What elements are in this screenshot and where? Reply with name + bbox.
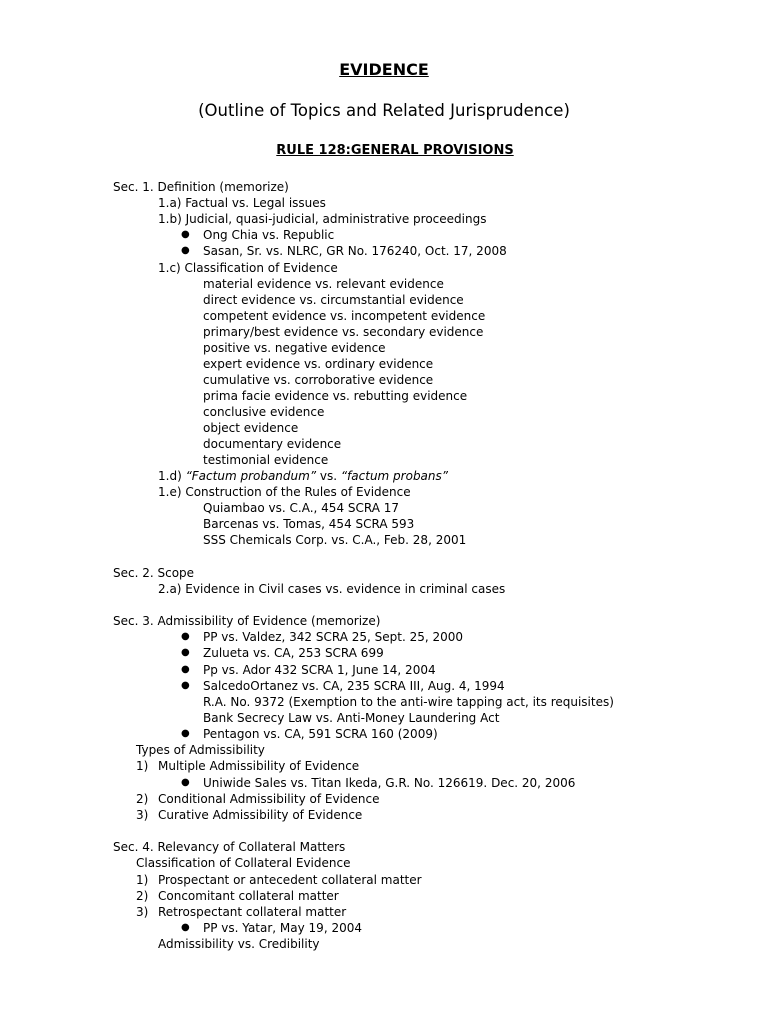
factum-probandum: “Factum probandum” (185, 469, 317, 483)
case-item: Pentagon vs. CA, 591 SCRA 160 (2009) (203, 727, 438, 741)
case-item: Zulueta vs. CA, 253 SCRA 699 (203, 646, 384, 660)
sec1-c: 1.c) Classification of Evidence (158, 261, 338, 275)
type-item: Curative Admissibility of Evidence (158, 808, 363, 822)
collateral-item: Retrospectant collateral matter (158, 905, 347, 919)
document-subtitle: (Outline of Topics and Related Jurisprudence) (198, 101, 570, 120)
bullet-icon: ● (181, 728, 190, 739)
document-title: EVIDENCE (339, 60, 429, 79)
classification-heading: Classification of Collateral Evidence (136, 856, 351, 870)
sec1-d: 1.d) “Factum probandum” vs. “factum probans” (158, 469, 448, 483)
case-item: SSS Chemicals Corp. vs. C.A., Feb. 28, 2001 (203, 533, 467, 547)
sec4-heading: Sec. 4. Relevancy of Collateral Matters (113, 840, 346, 854)
list-number: 3) (136, 808, 149, 822)
bullet-icon: ● (181, 664, 190, 675)
classification-item: prima facie evidence vs. rebutting evidence (203, 389, 468, 403)
list-number: 1) (136, 759, 149, 773)
type-item: Multiple Admissibility of Evidence (158, 759, 360, 773)
case-item: SalcedoOrtanez vs. CA, 235 SCRA III, Aug. 4, 1994 (203, 679, 505, 693)
sec1-b: 1.b) Judicial, quasi-judicial, administrative proceedings (158, 212, 487, 226)
case-item: PP vs. Yatar, May 19, 2004 (203, 921, 362, 935)
case-item: Ong Chia vs. Republic (203, 228, 335, 242)
sec2-heading: Sec. 2. Scope (113, 566, 195, 580)
collateral-item: Concomitant collateral matter (158, 889, 339, 903)
bullet-icon: ● (181, 680, 190, 691)
bullet-icon: ● (181, 229, 190, 240)
list-number: 3) (136, 905, 149, 919)
classification-item: documentary evidence (203, 437, 342, 451)
case-item: Quiambao vs. C.A., 454 SCRA 17 (203, 501, 400, 515)
case-item: Barcenas vs. Tomas, 454 SCRA 593 (203, 517, 415, 531)
sec2-a: 2.a) Evidence in Civil cases vs. evidence in criminal cases (158, 582, 506, 596)
bullet-icon: ● (181, 631, 190, 642)
classification-item: expert evidence vs. ordinary evidence (203, 357, 434, 371)
collateral-item: Prospectant or antecedent collateral matter (158, 873, 422, 887)
type-item: Conditional Admissibility of Evidence (158, 792, 380, 806)
sec1-e: 1.e) Construction of the Rules of Evidence (158, 485, 411, 499)
sec3-heading: Sec. 3. Admissibility of Evidence (memorize) (113, 614, 381, 628)
bullet-icon: ● (181, 777, 190, 788)
classification-item: competent evidence vs. incompetent evidence (203, 309, 486, 323)
sec1-a: 1.a) Factual vs. Legal issues (158, 196, 326, 210)
sec4-last: Admissibility vs. Credibility (158, 937, 320, 951)
types-heading: Types of Admissibility (136, 743, 265, 757)
bullet-icon: ● (181, 245, 190, 256)
classification-item: object evidence (203, 421, 299, 435)
list-number: 2) (136, 889, 149, 903)
bullet-icon: ● (181, 922, 190, 933)
sec1-heading: Sec. 1. Definition (memorize) (113, 180, 289, 194)
classification-item: testimonial evidence (203, 453, 329, 467)
case-item: Uniwide Sales vs. Titan Ikeda, G.R. No. 126619. Dec. 20, 2006 (203, 776, 576, 790)
classification-item: material evidence vs. relevant evidence (203, 277, 444, 291)
classification-item: conclusive evidence (203, 405, 325, 419)
classification-item: primary/best evidence vs. secondary evidence (203, 325, 484, 339)
rule-heading: RULE 128:GENERAL PROVISIONS (276, 143, 514, 158)
classification-item: positive vs. negative evidence (203, 341, 386, 355)
case-item: Sasan, Sr. vs. NLRC, GR No. 176240, Oct. 17, 2008 (203, 244, 507, 258)
case-sub-item: R.A. No. 9372 (Exemption to the anti-wire tapping act, its requisites) (203, 695, 614, 709)
list-number: 2) (136, 792, 149, 806)
factum-probans: “factum probans” (340, 469, 448, 483)
classification-item: direct evidence vs. circumstantial evidence (203, 293, 464, 307)
bullet-icon: ● (181, 647, 190, 658)
case-item: Pp vs. Ador 432 SCRA 1, June 14, 2004 (203, 663, 436, 677)
classification-item: cumulative vs. corroborative evidence (203, 373, 434, 387)
list-number: 1) (136, 873, 149, 887)
case-item: PP vs. Valdez, 342 SCRA 25, Sept. 25, 2000 (203, 630, 464, 644)
case-sub-item: Bank Secrecy Law vs. Anti-Money Laundering Act (203, 711, 500, 725)
